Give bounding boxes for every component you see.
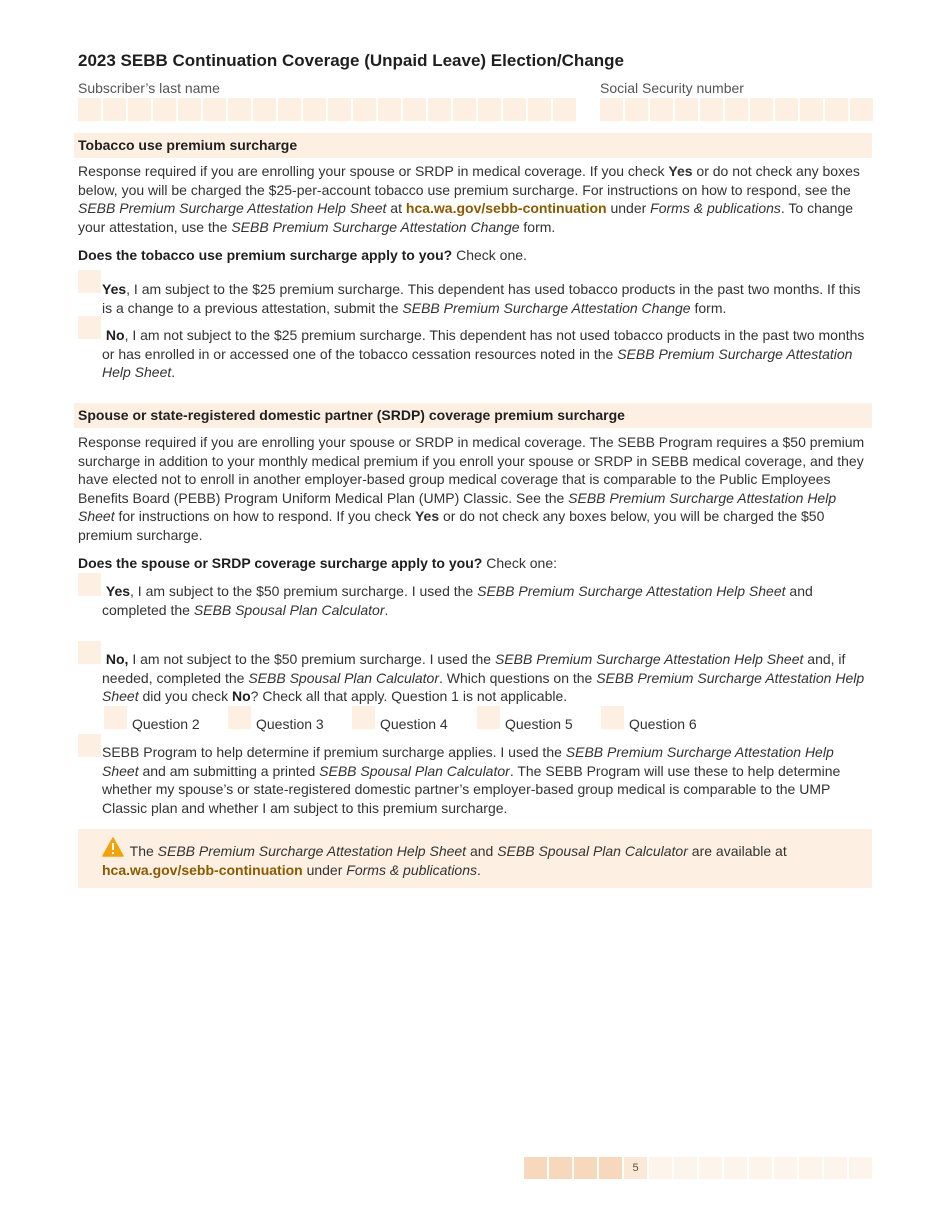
spouse-help-text: SEBB Program to help determine if premium surcharge applies. I used the SEBB Premium Surcharge Attestation Help Sheet and am submitting a printed SEBB Spousal Plan Calculator. The SEBB Program will use these to help determine whether my spouse’s or state-registered domestic partner’s employer-based group medical is comparable to the UMP Classic plan and whether I am subject to this premium surcharge. bbox=[102, 744, 841, 816]
strip-cell bbox=[824, 1157, 847, 1179]
ssn-input-boxes[interactable] bbox=[600, 98, 873, 121]
strip-cell bbox=[699, 1157, 722, 1179]
spouse-yes-text: Yes, I am subject to the $50 premium surcharge. I used the SEBB Premium Surcharge Attestation Help Sheet and completed the SEBB Spousal Plan Calculator. bbox=[102, 583, 813, 618]
strip-cell bbox=[549, 1157, 572, 1179]
availability-callout bbox=[78, 829, 872, 888]
strip-cell bbox=[599, 1157, 622, 1179]
spouse-section-heading: Spouse or state-registered domestic partner (SRDP) coverage premium surcharge bbox=[74, 403, 872, 428]
question-5-checkbox[interactable] bbox=[477, 706, 500, 729]
callout-text: The SEBB Premium Surcharge Attestation Help Sheet and SEBB Spousal Plan Calculator are available at hca.wa.gov/sebb-continuation under Forms & publications. bbox=[102, 843, 787, 878]
last-name-label: Subscriber’s last name bbox=[78, 80, 220, 96]
page-indicator-strip bbox=[524, 1157, 872, 1179]
spouse-question: Does the spouse or SRDP coverage surcharge apply to you? Check one: bbox=[78, 555, 558, 571]
tobacco-link[interactable]: hca.wa.gov/sebb-continuation bbox=[405, 200, 607, 217]
strip-cell bbox=[799, 1157, 822, 1179]
tobacco-instructions: Response required if you are enrolling your spouse or SRDP in medical coverage. If you check Yes or do not check any boxes below, you will be charged the $25-per-account tobacco use premium surcharge. For instructions on how to respond, see the SEBB Premium Surcharge Attestation Help Sheet at hca.wa.gov/sebb-continuation under Forms & publications. To change your attestation, use the SEBB Premium Surcharge Attestation Change form. bbox=[78, 163, 860, 235]
strip-cell bbox=[849, 1157, 872, 1179]
last-name-input-boxes[interactable] bbox=[78, 98, 576, 121]
spouse-yes-checkbox[interactable] bbox=[78, 573, 101, 596]
tobacco-yes-text: Yes, I am subject to the $25 premium surcharge. This dependent has used tobacco products in the past two months. If this is a change to a previous attestation, submit the SEBB Premium Surcharge Attestation Change form. bbox=[102, 281, 861, 316]
callout-link[interactable]: hca.wa.gov/sebb-continuation bbox=[102, 861, 303, 878]
page-number: 5 bbox=[624, 1157, 647, 1179]
tobacco-section-heading: Tobacco use premium surcharge bbox=[74, 133, 872, 158]
question-3-checkbox[interactable] bbox=[228, 706, 251, 729]
strip-cell bbox=[724, 1157, 747, 1179]
page-title: 2023 SEBB Continuation Coverage (Unpaid Leave) Election/Change bbox=[78, 51, 624, 70]
spouse-instructions: Response required if you are enrolling your spouse or SRDP in medical coverage. The SEBB Program requires a $50 premium surcharge in addition to your monthly medical premium if you enroll your spouse or SRDP in SEBB medical coverage, and they have elected not to enroll in another employer-based group medical coverage that is comparable to the Public Employees Benefits Board (PEBB) Program Uniform Medical Plan (UMP) Classic. See the SEBB Premium Surcharge Attestation Help Sheet for instructions on how to respond. If you check Yes or do not check any boxes below, you will be charged the $50 premium surcharge. bbox=[78, 434, 865, 543]
strip-cell bbox=[749, 1157, 772, 1179]
tobacco-no-text: No, I am not subject to the $25 premium surcharge. This dependent has not used tobacco products in the past two months or has enrolled in or accessed one of the tobacco cessation resources noted in the SEBB Premium Surcharge Attestation Help Sheet. bbox=[102, 327, 865, 381]
strip-cell bbox=[524, 1157, 547, 1179]
tobacco-yes-checkbox[interactable] bbox=[78, 270, 101, 293]
question-6-checkbox[interactable] bbox=[601, 706, 624, 729]
spouse-no-text: No, I am not subject to the $50 premium surcharge. I used the SEBB Premium Surcharge Attestation Help Sheet and, if needed, completed the SEBB Spousal Plan Calculator. Which questions on the SEBB Premium Surcharge Attestation Help Sheet did you check No? Check all that apply. Question 1 is not applicable. bbox=[102, 651, 865, 705]
strip-cell bbox=[674, 1157, 697, 1179]
question-2-checkbox[interactable] bbox=[104, 706, 127, 729]
question-4-checkbox[interactable] bbox=[352, 706, 375, 729]
tobacco-no-checkbox[interactable] bbox=[78, 316, 101, 339]
strip-cell bbox=[774, 1157, 797, 1179]
ssn-label: Social Security number bbox=[600, 80, 744, 96]
strip-cell bbox=[574, 1157, 597, 1179]
strip-cell bbox=[649, 1157, 672, 1179]
spouse-help-checkbox[interactable] bbox=[78, 734, 101, 757]
tobacco-question: Does the tobacco use premium surcharge apply to you? Check one. bbox=[78, 247, 527, 263]
spouse-no-checkbox[interactable] bbox=[78, 641, 101, 664]
